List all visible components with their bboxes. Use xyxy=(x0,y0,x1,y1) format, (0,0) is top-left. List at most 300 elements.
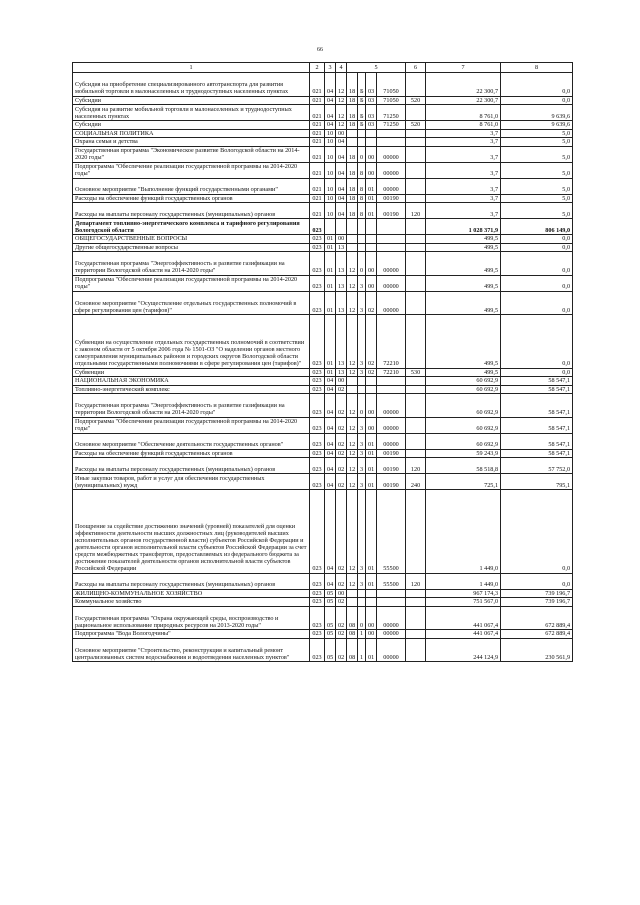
rz-cell: 05 xyxy=(325,630,336,639)
csr-event-cell: 03 xyxy=(366,105,377,121)
csr-program-cell xyxy=(347,598,358,607)
table-row xyxy=(73,474,573,490)
csr-event-cell: 00 xyxy=(366,275,377,291)
table-row xyxy=(73,235,573,244)
table-row xyxy=(73,194,573,203)
csr-direction-cell xyxy=(377,598,406,607)
row-name-cell: СОЦИАЛЬНАЯ ПОЛИТИКА xyxy=(73,129,310,138)
csr-direction-cell xyxy=(377,235,406,244)
csr-program-cell: 12 xyxy=(347,394,358,418)
amount-2019-cell: 499,5 xyxy=(426,235,501,244)
pr-cell: 02 xyxy=(336,630,347,639)
ved-cell: 021 xyxy=(310,129,325,138)
csr-subprogram-cell: 8 xyxy=(358,194,366,203)
pr-cell: 12 xyxy=(336,73,347,97)
rz-cell: 10 xyxy=(325,138,336,147)
amount-2019-cell: 59 243,9 xyxy=(426,449,501,458)
header-cell-8: 8 xyxy=(501,63,573,73)
vr-cell: 120 xyxy=(406,203,426,219)
amount-2019-cell: 244 124,9 xyxy=(426,638,501,662)
rz-cell: 05 xyxy=(325,638,336,662)
csr-program-cell: 12 xyxy=(347,474,358,490)
csr-program-cell xyxy=(347,385,358,394)
csr-event-cell: 03 xyxy=(366,73,377,97)
vr-cell xyxy=(406,385,426,394)
rz-cell: 04 xyxy=(325,458,336,474)
amount-2020-cell: 58 547,1 xyxy=(501,394,573,418)
amount-2019-cell: 499,5 xyxy=(426,368,501,377)
csr-subprogram-cell: 0 xyxy=(358,394,366,418)
ved-cell: 023 xyxy=(310,291,325,315)
csr-program-cell xyxy=(347,235,358,244)
csr-program-cell: 18 xyxy=(347,146,358,162)
pr-cell: 02 xyxy=(336,449,347,458)
row-name-cell: Субсидия на развитие мобильной торговли в малонаселенных и труднодоступных населенных пунктах xyxy=(73,105,310,121)
csr-direction-cell: 00000 xyxy=(377,275,406,291)
csr-program-cell: 12 xyxy=(347,417,358,433)
ved-cell: 023 xyxy=(310,490,325,574)
amount-2019-cell: 499,5 xyxy=(426,275,501,291)
csr-event-cell: 01 xyxy=(366,490,377,574)
vr-cell xyxy=(406,449,426,458)
csr-direction-cell: 71250 xyxy=(377,121,406,130)
csr-program-cell xyxy=(347,138,358,147)
csr-event-cell: 00 xyxy=(366,630,377,639)
csr-program-cell: 18 xyxy=(347,194,358,203)
csr-program-cell xyxy=(347,377,358,386)
amount-2020-cell: 739 196,7 xyxy=(501,589,573,598)
row-name-cell: Субсидии xyxy=(73,121,310,130)
csr-subprogram-cell: 1 xyxy=(358,630,366,639)
csr-direction-cell: 00000 xyxy=(377,178,406,194)
csr-event-cell xyxy=(366,235,377,244)
amount-2020-cell: 739 196,7 xyxy=(501,598,573,607)
csr-subprogram-cell: 3 xyxy=(358,417,366,433)
amount-2020-cell: 9 639,6 xyxy=(501,121,573,130)
amount-2020-cell: 0,0 xyxy=(501,252,573,276)
table-header-row xyxy=(73,63,573,73)
csr-subprogram-cell xyxy=(358,589,366,598)
table-row xyxy=(73,121,573,130)
vr-cell xyxy=(406,606,426,630)
csr-subprogram-cell: 3 xyxy=(358,275,366,291)
vr-cell xyxy=(406,394,426,418)
row-name-cell: Подпрограмма "Обеспечение реализации государственной программы на 2014-2020 годы" xyxy=(73,417,310,433)
csr-program-cell xyxy=(347,129,358,138)
ved-cell: 021 xyxy=(310,121,325,130)
ved-cell: 023 xyxy=(310,474,325,490)
csr-direction-cell: 00000 xyxy=(377,630,406,639)
table-row xyxy=(73,638,573,662)
vr-cell xyxy=(406,275,426,291)
amount-2020-cell: 5,0 xyxy=(501,178,573,194)
ved-cell: 023 xyxy=(310,275,325,291)
pr-cell: 04 xyxy=(336,178,347,194)
row-name-cell: Государственная программа "Экономическое развитие Вологодской области на 2014-2020 годы" xyxy=(73,146,310,162)
csr-program-cell: 12 xyxy=(347,252,358,276)
pr-cell: 04 xyxy=(336,203,347,219)
csr-event-cell xyxy=(366,589,377,598)
table-row xyxy=(73,458,573,474)
csr-subprogram-cell: Б xyxy=(358,96,366,105)
rz-cell: 04 xyxy=(325,394,336,418)
vr-cell xyxy=(406,243,426,252)
ved-cell: 023 xyxy=(310,449,325,458)
csr-direction-cell: 55500 xyxy=(377,490,406,574)
rz-cell: 04 xyxy=(325,73,336,97)
csr-event-cell: 01 xyxy=(366,474,377,490)
vr-cell xyxy=(406,73,426,97)
rz-cell: 01 xyxy=(325,291,336,315)
amount-2019-cell: 8 761,0 xyxy=(426,121,501,130)
vr-cell xyxy=(406,138,426,147)
ved-cell: 023 xyxy=(310,573,325,589)
row-name-cell: ЖИЛИЩНО-КОММУНАЛЬНОЕ ХОЗЯЙСТВО xyxy=(73,589,310,598)
ved-cell: 023 xyxy=(310,638,325,662)
vr-cell xyxy=(406,291,426,315)
row-name-cell: Государственная программа "Энергоэффективность и развитие газификации на территории Вологодской области на 2014-2020 годы" xyxy=(73,252,310,276)
csr-program-cell: 12 xyxy=(347,315,358,369)
rz-cell: 10 xyxy=(325,146,336,162)
ved-cell: 021 xyxy=(310,178,325,194)
table-row xyxy=(73,315,573,369)
csr-program-cell: 08 xyxy=(347,630,358,639)
csr-subprogram-cell xyxy=(358,129,366,138)
vr-cell xyxy=(406,219,426,235)
vr-cell: 120 xyxy=(406,458,426,474)
csr-direction-cell: 71050 xyxy=(377,73,406,97)
csr-direction-cell xyxy=(377,377,406,386)
rz-cell: 04 xyxy=(325,433,336,449)
table-row xyxy=(73,394,573,418)
table-row xyxy=(73,377,573,386)
table-row xyxy=(73,146,573,162)
vr-cell xyxy=(406,417,426,433)
table-row xyxy=(73,630,573,639)
pr-cell: 04 xyxy=(336,138,347,147)
ved-cell: 023 xyxy=(310,458,325,474)
ved-cell: 021 xyxy=(310,194,325,203)
csr-direction-cell: 00000 xyxy=(377,417,406,433)
table-row xyxy=(73,162,573,178)
csr-event-cell: 01 xyxy=(366,458,377,474)
amount-2020-cell: 5,0 xyxy=(501,194,573,203)
csr-program-cell: 18 xyxy=(347,162,358,178)
pr-cell: 13 xyxy=(336,243,347,252)
amount-2019-cell: 441 067,4 xyxy=(426,630,501,639)
row-name-cell: НАЦИОНАЛЬНАЯ ЭКОНОМИКА xyxy=(73,377,310,386)
csr-program-cell: 12 xyxy=(347,433,358,449)
row-name-cell: Основное мероприятие "Строительство, реконструкция и капитальный ремонт централизованных систем водоснабжения и водоотведения населенных пунктов" xyxy=(73,638,310,662)
ved-cell: 021 xyxy=(310,162,325,178)
ved-cell: 023 xyxy=(310,235,325,244)
row-name-cell: Основное мероприятие "Обеспечение деятельности государственных органов" xyxy=(73,433,310,449)
amount-2019-cell: 60 692,9 xyxy=(426,417,501,433)
amount-2019-cell: 1 449,0 xyxy=(426,490,501,574)
pr-cell: 02 xyxy=(336,606,347,630)
pr-cell: 04 xyxy=(336,162,347,178)
amount-2019-cell: 8 761,0 xyxy=(426,105,501,121)
csr-direction-cell xyxy=(377,138,406,147)
csr-subprogram-cell: 3 xyxy=(358,474,366,490)
amount-2019-cell: 725,1 xyxy=(426,474,501,490)
csr-subprogram-cell: 0 xyxy=(358,252,366,276)
table-row xyxy=(73,219,573,235)
csr-direction-cell: 71250 xyxy=(377,105,406,121)
amount-2020-cell: 57 752,0 xyxy=(501,458,573,474)
vr-cell xyxy=(406,105,426,121)
csr-subprogram-cell: 1 xyxy=(358,638,366,662)
pr-cell: 02 xyxy=(336,474,347,490)
amount-2020-cell: 672 889,4 xyxy=(501,606,573,630)
csr-event-cell xyxy=(366,377,377,386)
csr-direction-cell: 00190 xyxy=(377,449,406,458)
csr-subprogram-cell: Б xyxy=(358,73,366,97)
table-row xyxy=(73,275,573,291)
vr-cell xyxy=(406,589,426,598)
rz-cell xyxy=(325,219,336,235)
csr-program-cell: 12 xyxy=(347,275,358,291)
ved-cell: 023 xyxy=(310,252,325,276)
rz-cell: 01 xyxy=(325,315,336,369)
row-name-cell: Расходы на выплаты персоналу государственных (муниципальных) органов xyxy=(73,203,310,219)
amount-2019-cell: 751 567,0 xyxy=(426,598,501,607)
rz-cell: 04 xyxy=(325,474,336,490)
csr-program-cell: 18 xyxy=(347,203,358,219)
vr-cell: 120 xyxy=(406,573,426,589)
amount-2019-cell: 499,5 xyxy=(426,243,501,252)
csr-event-cell xyxy=(366,385,377,394)
table-row xyxy=(73,368,573,377)
csr-direction-cell: 00000 xyxy=(377,162,406,178)
csr-program-cell: 12 xyxy=(347,573,358,589)
rz-cell: 04 xyxy=(325,449,336,458)
row-name-cell: Государственная программа "Охрана окружающей среды, воспроизводство и рациональное использование природных ресурсов на 2013-2020 годы" xyxy=(73,606,310,630)
amount-2020-cell: 0,0 xyxy=(501,73,573,97)
vr-cell xyxy=(406,638,426,662)
csr-program-cell: 18 xyxy=(347,105,358,121)
csr-event-cell: 02 xyxy=(366,315,377,369)
amount-2020-cell: 5,0 xyxy=(501,203,573,219)
csr-subprogram-cell xyxy=(358,219,366,235)
pr-cell: 00 xyxy=(336,377,347,386)
rz-cell: 10 xyxy=(325,203,336,219)
csr-direction-cell xyxy=(377,219,406,235)
table-row xyxy=(73,385,573,394)
row-name-cell: Основное мероприятие "Осуществление отдельных государственных полномочий в сфере регулирования цен (тарифов)" xyxy=(73,291,310,315)
pr-cell: 00 xyxy=(336,589,347,598)
amount-2020-cell: 58 547,1 xyxy=(501,433,573,449)
rz-cell: 05 xyxy=(325,598,336,607)
amount-2019-cell: 60 692,9 xyxy=(426,377,501,386)
vr-cell: 530 xyxy=(406,368,426,377)
vr-cell xyxy=(406,630,426,639)
csr-program-cell: 18 xyxy=(347,73,358,97)
row-name-cell: Расходы на обеспечение функций государственных органов xyxy=(73,194,310,203)
ved-cell: 023 xyxy=(310,598,325,607)
csr-program-cell: 12 xyxy=(347,458,358,474)
vr-cell xyxy=(406,377,426,386)
csr-program-cell: 12 xyxy=(347,490,358,574)
csr-direction-cell: 00000 xyxy=(377,433,406,449)
header-cell-7: 7 xyxy=(426,63,501,73)
csr-subprogram-cell: 3 xyxy=(358,573,366,589)
amount-2019-cell: 22 300,7 xyxy=(426,96,501,105)
pr-cell: 12 xyxy=(336,121,347,130)
vr-cell xyxy=(406,315,426,369)
header-cell-5: 5 xyxy=(347,63,406,73)
table-row xyxy=(73,449,573,458)
csr-subprogram-cell xyxy=(358,138,366,147)
pr-cell: 04 xyxy=(336,194,347,203)
csr-program-cell xyxy=(347,243,358,252)
csr-event-cell: 01 xyxy=(366,433,377,449)
row-name-cell: Основное мероприятие "Выполнение функций государственными органами" xyxy=(73,178,310,194)
csr-direction-cell xyxy=(377,243,406,252)
ved-cell: 021 xyxy=(310,203,325,219)
csr-event-cell: 01 xyxy=(366,573,377,589)
rz-cell: 01 xyxy=(325,275,336,291)
amount-2019-cell: 1 028 371,9 xyxy=(426,219,501,235)
amount-2020-cell: 795,1 xyxy=(501,474,573,490)
csr-direction-cell: 00000 xyxy=(377,394,406,418)
csr-program-cell: 12 xyxy=(347,449,358,458)
ved-cell: 023 xyxy=(310,417,325,433)
row-name-cell: Субвенции на осуществление отдельных государственных полномочий в соответствии с законом области от 5 октября 2006 года № 1501-ОЗ "О наделении органов местного самоуправления муниципальных районов и городских округов Вологодской области отдельными государственными полномочиями в сфере регулирования цен (тарифов)" xyxy=(73,315,310,369)
ved-cell: 023 xyxy=(310,385,325,394)
pr-cell: 02 xyxy=(336,573,347,589)
amount-2019-cell: 60 692,9 xyxy=(426,394,501,418)
csr-subprogram-cell: 3 xyxy=(358,368,366,377)
rz-cell: 01 xyxy=(325,252,336,276)
pr-cell: 00 xyxy=(336,235,347,244)
csr-program-cell: 08 xyxy=(347,638,358,662)
ved-cell: 023 xyxy=(310,394,325,418)
amount-2020-cell: 9 639,6 xyxy=(501,105,573,121)
csr-direction-cell: 00000 xyxy=(377,146,406,162)
csr-direction-cell: 00000 xyxy=(377,638,406,662)
vr-cell: 520 xyxy=(406,121,426,130)
csr-direction-cell: 72210 xyxy=(377,368,406,377)
amount-2019-cell: 3,7 xyxy=(426,203,501,219)
row-name-cell: Государственная программа "Энергоэффективность и развитие газификации на территории Вологодской области на 2014-2020 годы" xyxy=(73,394,310,418)
ved-cell: 023 xyxy=(310,589,325,598)
csr-program-cell: 18 xyxy=(347,96,358,105)
row-name-cell: Охрана семьи и детства xyxy=(73,138,310,147)
pr-cell: 13 xyxy=(336,368,347,377)
vr-cell xyxy=(406,598,426,607)
csr-subprogram-cell: 3 xyxy=(358,490,366,574)
csr-program-cell: 12 xyxy=(347,368,358,377)
csr-program-cell: 18 xyxy=(347,121,358,130)
csr-event-cell: 03 xyxy=(366,96,377,105)
ved-cell: 023 xyxy=(310,606,325,630)
amount-2019-cell: 967 174,3 xyxy=(426,589,501,598)
amount-2019-cell: 60 692,9 xyxy=(426,433,501,449)
csr-event-cell: 00 xyxy=(366,606,377,630)
table-row xyxy=(73,178,573,194)
rz-cell: 10 xyxy=(325,178,336,194)
csr-event-cell: 02 xyxy=(366,291,377,315)
csr-subprogram-cell: 0 xyxy=(358,606,366,630)
csr-subprogram-cell xyxy=(358,243,366,252)
row-name-cell: Расходы на выплаты персоналу государственных (муниципальных) органов xyxy=(73,573,310,589)
header-cell-2: 2 xyxy=(310,63,325,73)
pr-cell: 02 xyxy=(336,385,347,394)
rz-cell: 10 xyxy=(325,162,336,178)
csr-event-cell: 01 xyxy=(366,449,377,458)
table-row xyxy=(73,252,573,276)
rz-cell: 01 xyxy=(325,368,336,377)
csr-direction-cell: 00000 xyxy=(377,606,406,630)
ved-cell: 023 xyxy=(310,630,325,639)
rz-cell: 05 xyxy=(325,589,336,598)
vr-cell xyxy=(406,146,426,162)
csr-subprogram-cell: 3 xyxy=(358,315,366,369)
ved-cell: 021 xyxy=(310,105,325,121)
table-row xyxy=(73,433,573,449)
ved-cell: 023 xyxy=(310,219,325,235)
csr-event-cell: 01 xyxy=(366,178,377,194)
amount-2019-cell: 60 692,9 xyxy=(426,385,501,394)
row-name-cell: Подпрограмма "Обеспечение реализации государственной программы на 2014-2020 годы" xyxy=(73,162,310,178)
amount-2019-cell: 3,7 xyxy=(426,138,501,147)
csr-subprogram-cell: 0 xyxy=(358,146,366,162)
vr-cell xyxy=(406,252,426,276)
csr-subprogram-cell xyxy=(358,385,366,394)
table-row xyxy=(73,417,573,433)
ved-cell: 023 xyxy=(310,368,325,377)
header-cell-3: 3 xyxy=(325,63,336,73)
amount-2020-cell: 0,0 xyxy=(501,243,573,252)
csr-subprogram-cell: Б xyxy=(358,121,366,130)
rz-cell: 04 xyxy=(325,96,336,105)
csr-direction-cell: 71050 xyxy=(377,96,406,105)
pr-cell: 02 xyxy=(336,433,347,449)
pr-cell: 02 xyxy=(336,458,347,474)
csr-direction-cell: 00190 xyxy=(377,474,406,490)
amount-2019-cell: 58 518,8 xyxy=(426,458,501,474)
row-name-cell: Поощрение за содействие достижению значений (уровней) показателей для оценки эффективности деятельности высших должностных лиц (руководителей высших исполнительных органов государственной власти) субъектов Российской Федерации и деятельности органов исполнительной власти субъектов Российской Федерации за счет средств межбюджетных трансфертов, предоставляемых из федерального бюджета за достижение показателей деятельности органов исполнительной власти субъектов Российской Федерации xyxy=(73,490,310,574)
table-row xyxy=(73,203,573,219)
row-name-cell: Подпрограмма "Обеспечение реализации государственной программы на 2014-2020 годы" xyxy=(73,275,310,291)
csr-direction-cell: 00190 xyxy=(377,203,406,219)
table-row xyxy=(73,589,573,598)
table-row xyxy=(73,96,573,105)
row-name-cell: Субвенции xyxy=(73,368,310,377)
table-row xyxy=(73,573,573,589)
rz-cell: 10 xyxy=(325,194,336,203)
pr-cell: 13 xyxy=(336,315,347,369)
row-name-cell: ОБЩЕГОСУДАРСТВЕННЫЕ ВОПРОСЫ xyxy=(73,235,310,244)
amount-2019-cell: 499,5 xyxy=(426,315,501,369)
csr-subprogram-cell: Б xyxy=(358,105,366,121)
amount-2020-cell: 0,0 xyxy=(501,96,573,105)
row-name-cell: Иные закупки товаров, работ и услуг для обеспечения государственных (муниципальных) нужд xyxy=(73,474,310,490)
pr-cell: 13 xyxy=(336,252,347,276)
amount-2019-cell: 441 067,4 xyxy=(426,606,501,630)
pr-cell: 04 xyxy=(336,146,347,162)
csr-direction-cell: 55500 xyxy=(377,573,406,589)
csr-event-cell: 01 xyxy=(366,203,377,219)
csr-direction-cell xyxy=(377,129,406,138)
amount-2019-cell: 499,5 xyxy=(426,291,501,315)
pr-cell: 02 xyxy=(336,394,347,418)
ved-cell: 023 xyxy=(310,315,325,369)
ved-cell: 023 xyxy=(310,377,325,386)
csr-event-cell: 03 xyxy=(366,121,377,130)
csr-event-cell: 02 xyxy=(366,368,377,377)
